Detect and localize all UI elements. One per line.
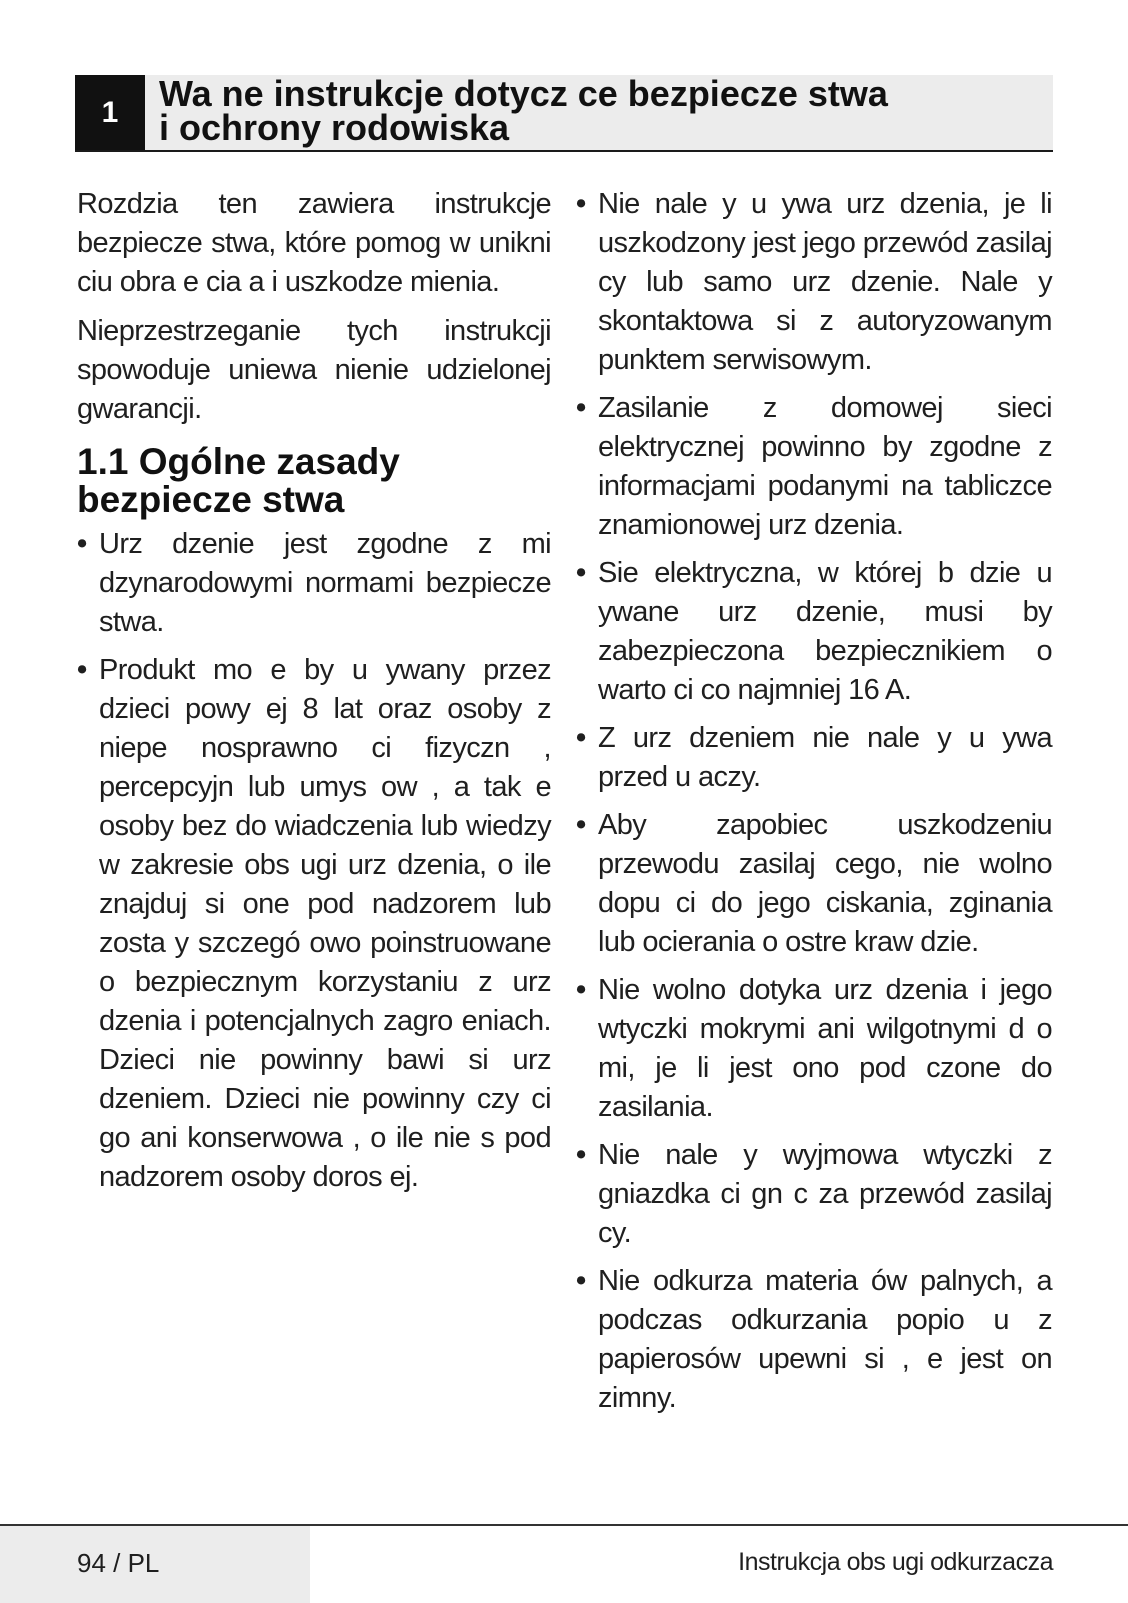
list-item-text: Nie nale y u ywa urz dzenia, je li uszkodzony jest jego przewód zasilaj cy lub samo urz dzenie. Nale y skontaktowa si z autoryzowanym punktem serwisowym. — [598, 188, 1052, 376]
list-item-text: Nie wolno dotyka urz dzenia i jego wtyczki mokrymi ani wilgotnymi d o mi, je li jest ono pod czone do zasilania. — [598, 974, 1052, 1123]
list-item-text: Nie nale y wyjmowa wtyczki z gniazdka ci gn c za przewód zasilaj cy. — [598, 1139, 1052, 1249]
right-bullet-list — [576, 185, 1052, 1418]
list-item-text: Urz dzenie jest zgodne z mi dzynarodowymi normami bezpiecze stwa. — [99, 528, 551, 638]
list-item-text: Produkt mo e by u ywany przez dzieci powy ej 8 lat oraz osoby z niepe nosprawno ci fizyczn , percepcyjn lub umys ow , a tak e osoby bez do wiadczenia lub wiedzy w zakresie obs ugi urz dzenia, o ile znajduj si one pod nadzorem lub zosta y szczegó owo poinstruowane o bezpiecznym korzystaniu z urz dzenia i potencjalnych zagro eniach. Dzieci nie powinny bawi si urz dzeniem. Dzieci nie powinny czy ci go ani konserwowa , o ile nie s pod nadzorem osoby doros ej. — [99, 654, 551, 1193]
left-bullet-list — [77, 525, 551, 1197]
bullet-icon: • — [576, 188, 586, 220]
list-item-text: Nie odkurza materia ów palnych, a podczas odkurzania popio u z papierosów upewni si , e jest on zimny. — [598, 1265, 1052, 1414]
bullet-icon: • — [576, 392, 586, 424]
bullet-icon: • — [77, 654, 87, 686]
list-item — [576, 806, 1052, 962]
bullet-icon: • — [77, 528, 87, 560]
list-item-text: Z urz dzeniem nie nale y u ywa przed u aczy. — [598, 722, 1052, 793]
chapter-title-line-1: Wa ne instrukcje dotycz ce bezpiecze stwa — [159, 73, 888, 114]
section-title-line-2: bezpiecze stwa — [77, 479, 345, 520]
bullet-icon: • — [576, 1265, 586, 1297]
list-item — [576, 719, 1052, 797]
chapter-header — [75, 75, 1053, 152]
page-footer — [0, 1524, 1128, 1603]
section-title-line-1: 1.1 Ogólne zasady — [77, 441, 400, 482]
manual-title: Instrukcja obs ugi odkurzacza — [738, 1548, 1053, 1576]
list-item — [576, 971, 1052, 1127]
right-column — [576, 185, 1052, 1427]
list-item — [576, 1262, 1052, 1418]
section-title — [77, 443, 551, 519]
list-item-text: Sie elektryczna, w której b dzie u ywane urz dzenie, musi by zabezpieczona bezpiecznikiem o warto ci co najmniej 16 A. — [598, 557, 1052, 706]
bullet-icon: • — [576, 809, 586, 841]
chapter-title — [159, 75, 888, 150]
list-item-text: Aby zapobiec uszkodzeniu przewodu zasilaj cego, nie wolno dopu ci do jego ciskania, zginania lub ocierania o ostre kraw dzie. — [598, 809, 1052, 958]
page-number: 94 / PL — [77, 1548, 160, 1578]
list-item — [576, 1136, 1052, 1253]
chapter-number: 1 — [75, 75, 145, 150]
list-item — [77, 525, 551, 642]
intro-paragraph-2: Nieprzestrzeganie tych instrukcji spowoduje uniewa nienie udzielonej gwarancji. — [77, 315, 551, 425]
list-item — [576, 185, 1052, 380]
left-column — [77, 185, 551, 1206]
bullet-icon: • — [576, 557, 586, 589]
list-item — [576, 389, 1052, 545]
bullet-icon: • — [576, 722, 586, 754]
intro-paragraph-1: Rozdzia ten zawiera instrukcje bezpiecze stwa, które pomog w unikni ciu obra e cia a i uszkodze mienia. — [77, 188, 551, 298]
bullet-icon: • — [576, 974, 586, 1006]
bullet-icon: • — [576, 1139, 586, 1171]
list-item-text: Zasilanie z domowej sieci elektrycznej powinno by zgodne z informacjami podanymi na tabliczce znamionowej urz dzenia. — [598, 392, 1052, 541]
list-item — [77, 651, 551, 1197]
chapter-title-line-2: i ochrony rodowiska — [159, 107, 510, 148]
list-item — [576, 554, 1052, 710]
